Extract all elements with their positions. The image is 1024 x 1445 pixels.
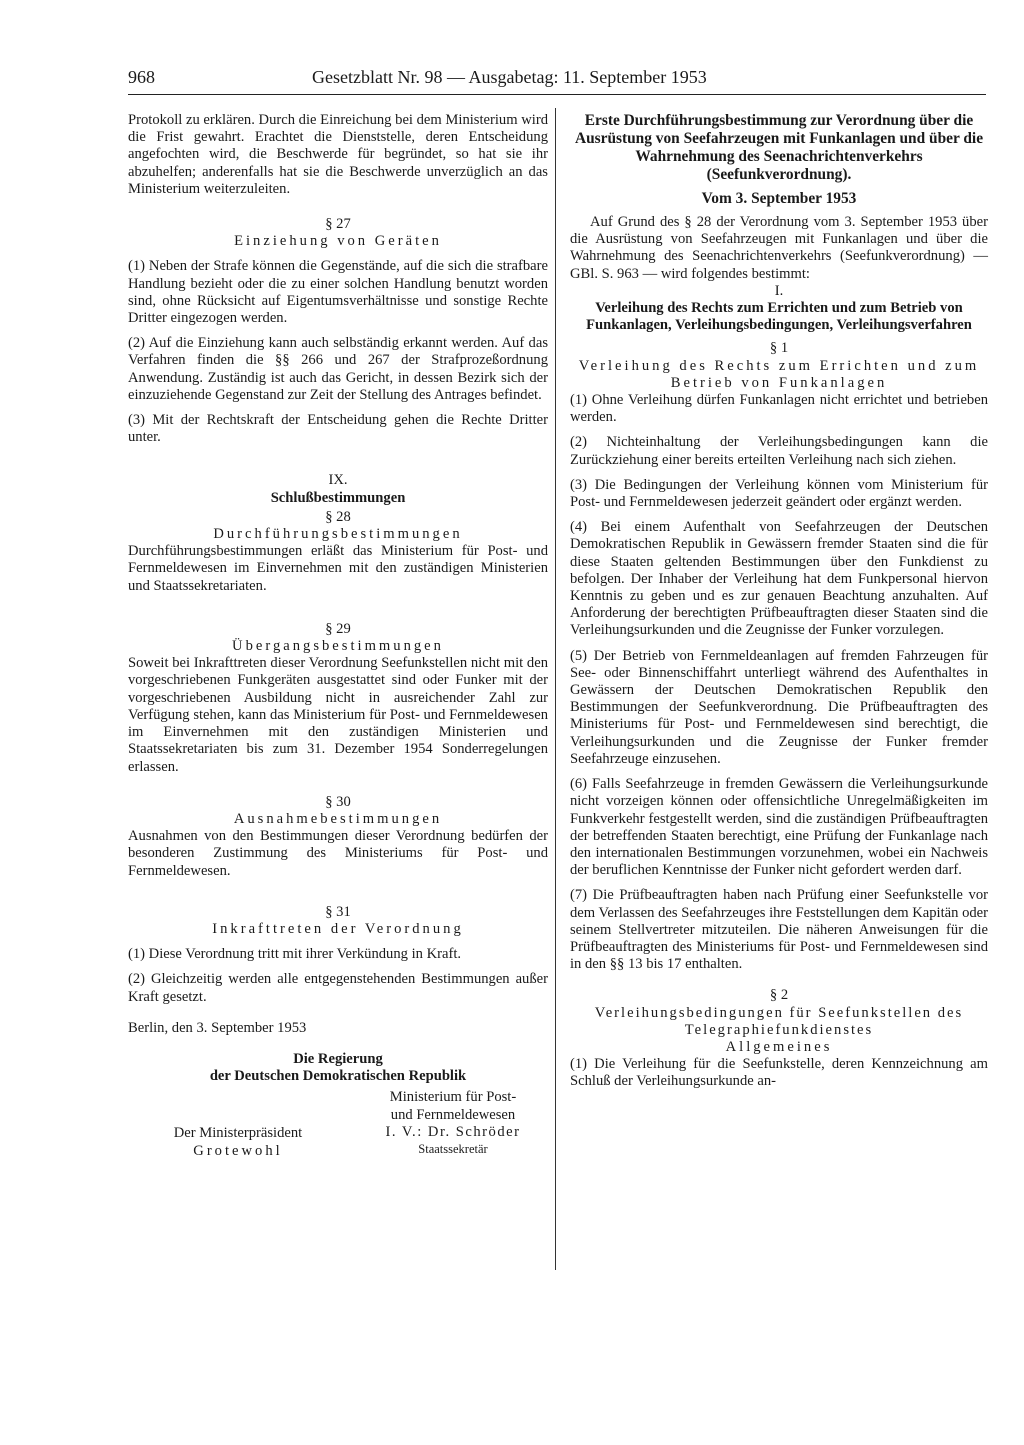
paragraph: (1) Neben der Strafe können die Gegenstände, auf die sich die strafbare Handlung bezieht oder die zu einer solchen Handlung benutzt worden sind, ohne Rücksicht auf Eigentumsverhältnisse und sonstige Rechte Dritter eingezogen werden. (128, 258, 548, 327)
government-line-2: der Deutschen Demokratischen Republik (209, 1068, 467, 1085)
section-number: § 1 (769, 340, 789, 357)
signatory-name: I. V.: Dr. Schröder (385, 1123, 521, 1140)
paragraph: (4) Bei einem Aufenthalt von Seefahrzeugen der Deutschen Demokratischen Republik in Gewässern fremder Staaten sind die für diese Staaten geltenden Bestimmungen über den Funkdienst zu befolgen. Der Inhaber der Verleihung hat dem Funkpersonal hiervon Kenntnis zu geben und es zur genauen Beachtung anzuhalten. Auf Anforderung der berechtigten Prüfbeauftragten dieser Staaten sind die Verleihungsurkunden und die Zeugnisse der Funker vorzulegen. (570, 519, 988, 639)
section-title: Durchführungsbestimmungen (213, 526, 463, 543)
part-title: Schlußbestimmungen (270, 489, 406, 506)
right-column (570, 112, 988, 1091)
section-title: Übergangsbestimmungen (232, 638, 444, 655)
paragraph: Durchführungsbestimmungen erläßt das Ministerium für Post- und Fernmeldewesen im Einvernehmen mit den zuständigen Ministerien und Staatssekretariaten. (128, 543, 548, 594)
section-number: § 27 (325, 216, 351, 233)
subsection-title: Allgemeines (725, 1038, 833, 1055)
paragraph: (2) Gleichzeitig werden alle entgegenstehenden Bestimmungen außer Kraft gesetzt. (128, 971, 548, 1005)
signatory-name: Grotewohl (193, 1142, 283, 1159)
section-title: Einziehung von Geräten (234, 233, 442, 250)
paragraph: (1) Diese Verordnung tritt mit ihrer Verkündung in Kraft. (128, 946, 462, 963)
part-number: IX. (328, 472, 348, 489)
paragraph: (5) Der Betrieb von Fernmeldeanlagen auf fremden Fahrzeugen für See- oder Binnenschiffahrt unterliegt während des Aufenthaltes in Gewässern der Deutschen Demokratischen Republik den Bestimmungen der Seefunkverordnung. Die Prüfbeauftragten des Ministeriums für Post- und Fernmeldewesen sind berechtigt, die Verleihungsurkunden und die Zeugnisse der Funker fremder Seefahrzeuge einzusehen. (570, 647, 988, 767)
section-number: § 30 (325, 793, 351, 810)
signature-left (148, 1125, 328, 1159)
header-rule (128, 94, 986, 95)
paragraph: (3) Mit der Rechtskraft der Entscheidung gehen die Rechte Dritter unter. (128, 412, 548, 446)
paragraph: Protokoll zu erklären. Durch die Einreichung bei dem Ministerium wird die Frist gewahrt. Erachtet die Dienststelle, deren Entscheidung angefochten wird, die Beschwerde für begründet, so hat sie ihr abzuhelfen; anderenfalls hat sie die Beschwerde unverzüglich an das Ministerium weiterzuleiten. (128, 112, 548, 197)
signatory-org-2: und Fernmeldewesen (390, 1106, 516, 1123)
left-column (128, 112, 548, 1183)
place-date: Berlin, den 3. September 1953 (128, 1019, 307, 1036)
signatory-role: Der Ministerpräsident (173, 1125, 303, 1142)
section-title: Verleihungsbedingungen für Seefunkstellen des Telegraphiefunkdienstes (594, 1004, 964, 1038)
section-number: § 29 (325, 620, 351, 637)
paragraph: (6) Falls Seefahrzeuge in fremden Gewässern die Verleihungsurkunde nicht vorzeigen können oder offensichtliche Unregelmäßigkeiten im Funkverkehr festgestellt werden, sind die zuständigen Prüfbeauftragten der betreffenden Staaten berechtigt, eine Prüfung der Funkanlage nach den internationalen Bestimmungen vorzunehmen, wobei ein Nachweis der beruflichen Kenntnisse der Funker nicht gefordert werden darf. (570, 776, 988, 879)
section-number: § 2 (769, 987, 789, 1004)
paragraph: (7) Die Prüfbeauftragten haben nach Prüfung einer Seefunkstelle vor dem Verlassen des Seefahrzeuges ihre Feststellungen dem Kapitän oder seinem Stellvertreter mitzuteilen. Die näheren Anweisungen für die Prüfbeauftragten des Ministeriums für Post- und Fernmeldewesen sind in den §§ 13 bis 17 enthalten. (570, 887, 988, 973)
paragraph: Auf Grund des § 28 der Verordnung vom 3. September 1953 über die Ausrüstung von Seefahrzeugen mit Funkanlagen und über die Wahrnehmung des Seenachrichtenverkehrs (Seefunkverordnung) — GBl. S. 963 — wird folgendes bestimmt: (570, 214, 988, 282)
paragraph: (1) Die Verleihung für die Seefunkstelle, deren Kennzeichnung am Schluß der Verleihungsurkunde an- (570, 1056, 988, 1090)
paragraph: (2) Auf die Einziehung kann auch selbständig erkannt werden. Auf das Verfahren finden die §§ 266 und 267 der Strafprozeßordnung Anwendung. Zuständig ist auch das Gericht, in dessen Bezirk sich der einzuziehende Gegenstand zur Zeit der Stellung des Antrages befindet. (128, 335, 548, 403)
paragraph: (2) Nichteinhaltung der Verleihungsbedingungen kann die Zurückziehung einer bereits erteilten Verleihung nach sich ziehen. (570, 434, 988, 468)
signatory-role: Staatssekretär (418, 1141, 488, 1156)
part-title: Verleihung des Rechts zum Errichten und zum Betrieb von Funkanlagen, Verleihungsbedingungen, Verleihungsverfahren (586, 300, 972, 334)
government-line-1: Die Regierung (293, 1050, 383, 1067)
gazette-title: Gesetzblatt Nr. 98 — Ausgabetag: 11. September 1953 (312, 67, 707, 87)
paragraph: Ausnahmen von den Bestimmungen dieser Verordnung bedürfen der besonderen Zustimmung des Ministeriums für Post- und Fernmeldewesen. (128, 828, 548, 879)
page-number: 968 (128, 67, 155, 87)
part-number: I. (774, 282, 784, 299)
paragraph: Soweit bei Inkrafttreten dieser Verordnung Seefunkstellen nicht mit den vorgeschriebenen Funkgeräten ausgestattet sind oder Funker mit der vorgeschriebenen Ausbildung nicht in ausreichender Zahl zur Verfügung stehen, kann das Ministerium für Post- und Fernmeldewesen im Einvernehmen mit den zuständigen Ministerien und Staatssekretariaten bis zum 31. Dezember 1954 Sonderregelungen erlassen. (128, 655, 548, 775)
signature-right (348, 1089, 558, 1158)
section-number: § 28 (325, 508, 351, 525)
signatory-org-1: Ministerium für Post- (389, 1089, 517, 1106)
section-title: Inkrafttreten der Verordnung (212, 920, 464, 937)
paragraph: (3) Die Bedingungen der Verleihung können vom Ministerium für Post- und Fernmeldewesen jederzeit geändert oder ergänzt werden. (570, 476, 988, 511)
section-title: Verleihung des Rechts zum Errichten und zum Betrieb von Funkanlagen (578, 357, 980, 391)
regulation-date: Vom 3. September 1953 (701, 190, 857, 207)
paragraph: (1) Ohne Verleihung dürfen Funkanlagen nicht errichtet und betrieben werden. (570, 392, 988, 426)
section-title: Ausnahmebestimmungen (233, 810, 443, 827)
section-number: § 31 (325, 903, 351, 920)
regulation-title: Erste Durchführungsbestimmung zur Verordnung über die Ausrüstung von Seefahrzeugen mit Funkanlagen und über die Wahrnehmung des Seenachrichtenverkehrs (Seefunkverordnung). (574, 112, 984, 183)
signature-block (128, 1087, 548, 1183)
